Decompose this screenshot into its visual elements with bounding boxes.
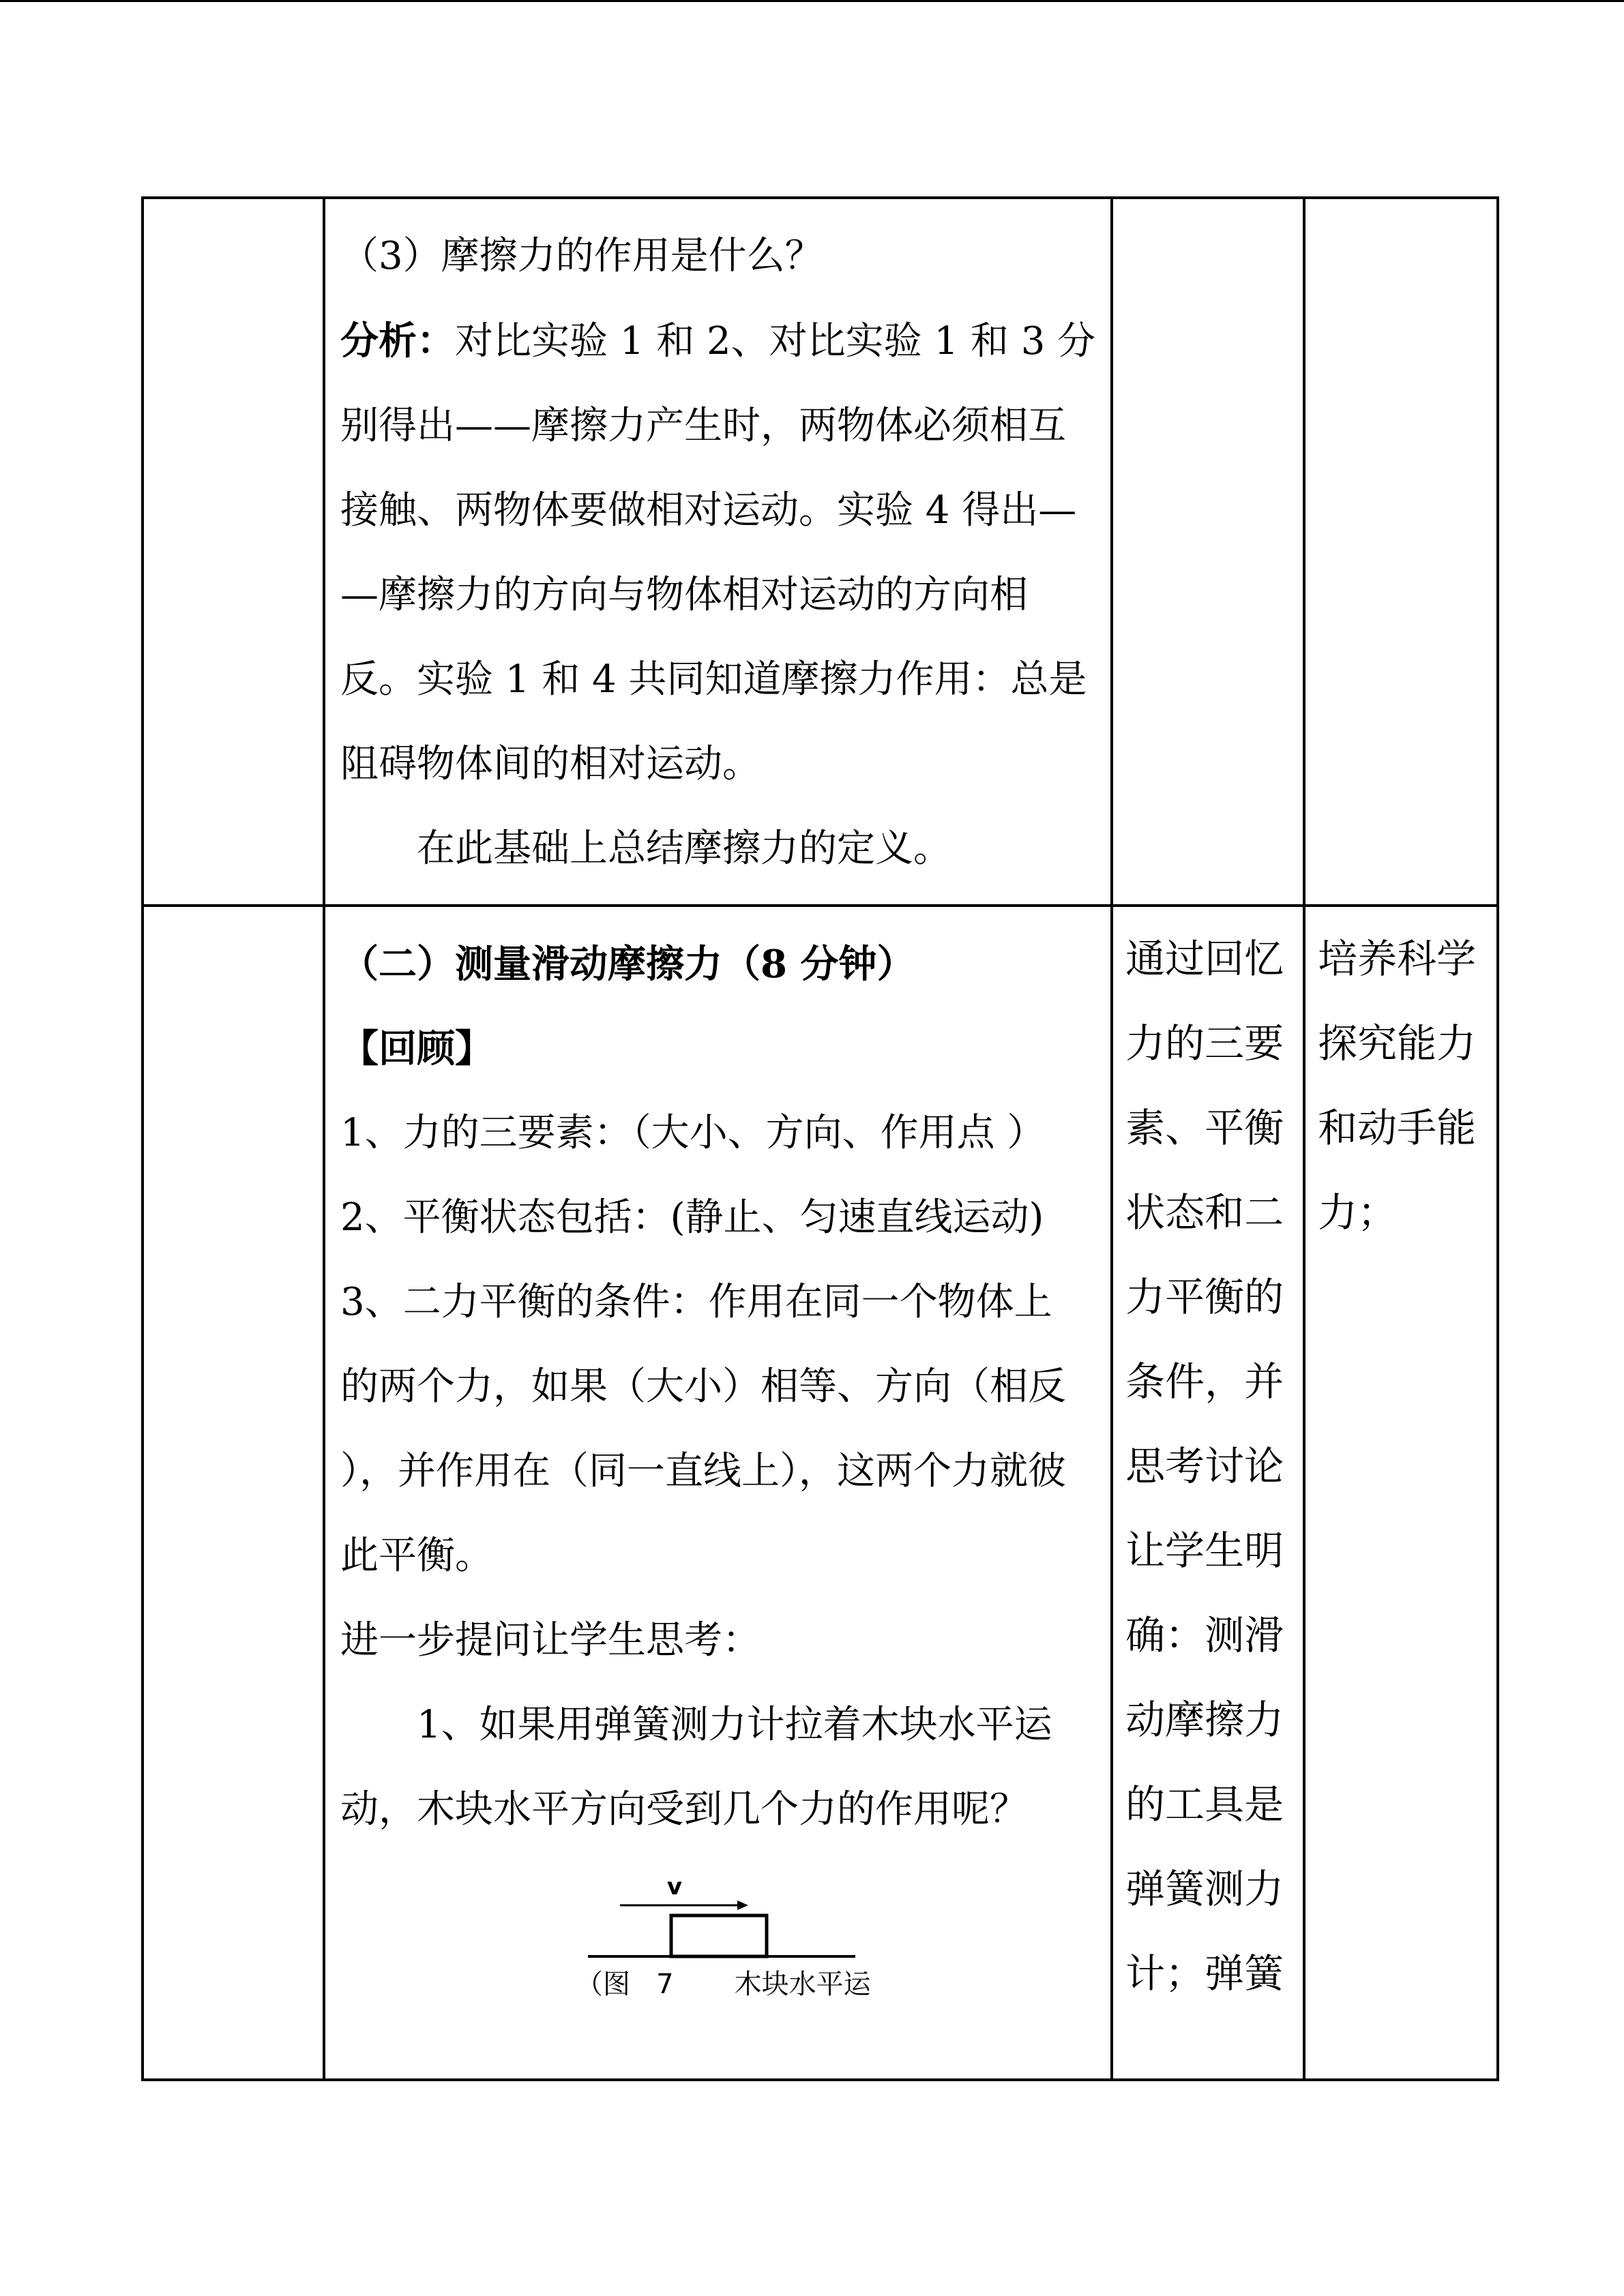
question-3: （3）摩擦力的作用是什么？ <box>340 234 823 278</box>
teaching-content-cell <box>324 198 1112 906</box>
activity-line: 思考讨论 <box>1125 1443 1284 1489</box>
analysis-line <box>340 299 1095 384</box>
figure-caption: （图 7 木块水平运 <box>576 1969 871 2000</box>
teaching-content-cell <box>324 906 1112 2080</box>
student-activity-cell <box>1112 906 1304 2080</box>
page-top-border <box>0 0 1624 2</box>
table-row <box>143 906 1498 2080</box>
velocity-label: v <box>666 1873 683 1900</box>
summary-line: 在此基础上总结摩擦力的定义。 <box>417 826 951 871</box>
stage-cell-empty <box>143 906 324 2080</box>
activity-line: 力的三要 <box>1125 1020 1284 1067</box>
text-line: 此平衡。 <box>340 1534 493 1578</box>
student-activity-cell-empty <box>1112 198 1304 906</box>
intent-line: 培养科学 <box>1318 936 1477 982</box>
text-line: 别得出——摩擦力产生时，两物体必须相互 <box>340 404 1066 448</box>
text-line: —摩擦力的方向与物体相对运动的方向相 <box>340 573 1028 617</box>
activity-line: 条件，并 <box>1125 1358 1284 1405</box>
intent-line: 探究能力 <box>1318 1020 1477 1067</box>
analysis-text: 对比实验 1 和 2、对比实验 1 和 3 分 <box>455 319 1096 363</box>
design-intent-cell-empty <box>1304 198 1498 906</box>
table-row <box>143 198 1498 906</box>
intent-line: 和动手能 <box>1318 1105 1477 1151</box>
velocity-arrowhead <box>737 1900 748 1910</box>
section-heading: （二）测量滑动摩擦力（8 分钟） <box>340 942 915 987</box>
design-intent-cell <box>1304 906 1498 2080</box>
activity-line: 通过回忆 <box>1125 936 1284 982</box>
text-line: 的两个力，如果（大小）相等、方向（相反 <box>340 1365 1066 1409</box>
activity-line: 计；弹簧 <box>1125 1950 1284 1997</box>
text-line: ），并作用在（同一直线上），这两个力就彼 <box>340 1449 1066 1493</box>
activity-line: 动摩擦力 <box>1125 1697 1284 1743</box>
activity-line: 素、平衡 <box>1125 1105 1284 1151</box>
block-motion-figure <box>340 1852 1095 2023</box>
review-label: 【回顾】 <box>340 1026 493 1071</box>
activity-line: 状态和二 <box>1125 1189 1284 1236</box>
question-line: 动，木块水平方向受到几个力的作用呢？ <box>340 1787 1028 1832</box>
activity-line: 的工具是 <box>1125 1781 1284 1828</box>
activity-line: 弹簧测力 <box>1125 1866 1284 1912</box>
activity-line: 让学生明 <box>1125 1527 1284 1574</box>
review-item: 2、平衡状态包括：(静止、匀速直线运动) <box>340 1195 1044 1240</box>
text-line: 进一步提问让学生思考： <box>340 1618 761 1663</box>
wooden-block <box>671 1915 767 1956</box>
intent-line: 力； <box>1318 1189 1398 1236</box>
review-item: 3、二力平衡的条件：作用在同一个物体上 <box>340 1280 1052 1324</box>
lesson-plan-table <box>141 196 1499 2081</box>
text-line: 阻碍物体间的相对运动。 <box>340 742 761 786</box>
stage-cell-empty <box>143 198 324 906</box>
review-item: 1、力的三要素：（大小、方向、作用点 ） <box>340 1111 1046 1155</box>
text-line: 反。实验 1 和 4 共同知道摩擦力作用：总是 <box>340 657 1087 702</box>
activity-line: 确：测滑 <box>1125 1612 1284 1658</box>
analysis-label: 分析： <box>340 318 455 363</box>
text-line: 接触、两物体要做相对运动。实验 4 得出— <box>340 488 1077 533</box>
activity-line: 力平衡的 <box>1125 1274 1284 1320</box>
question-line: 1、如果用弹簧测力计拉着木块水平运 <box>417 1703 1052 1747</box>
